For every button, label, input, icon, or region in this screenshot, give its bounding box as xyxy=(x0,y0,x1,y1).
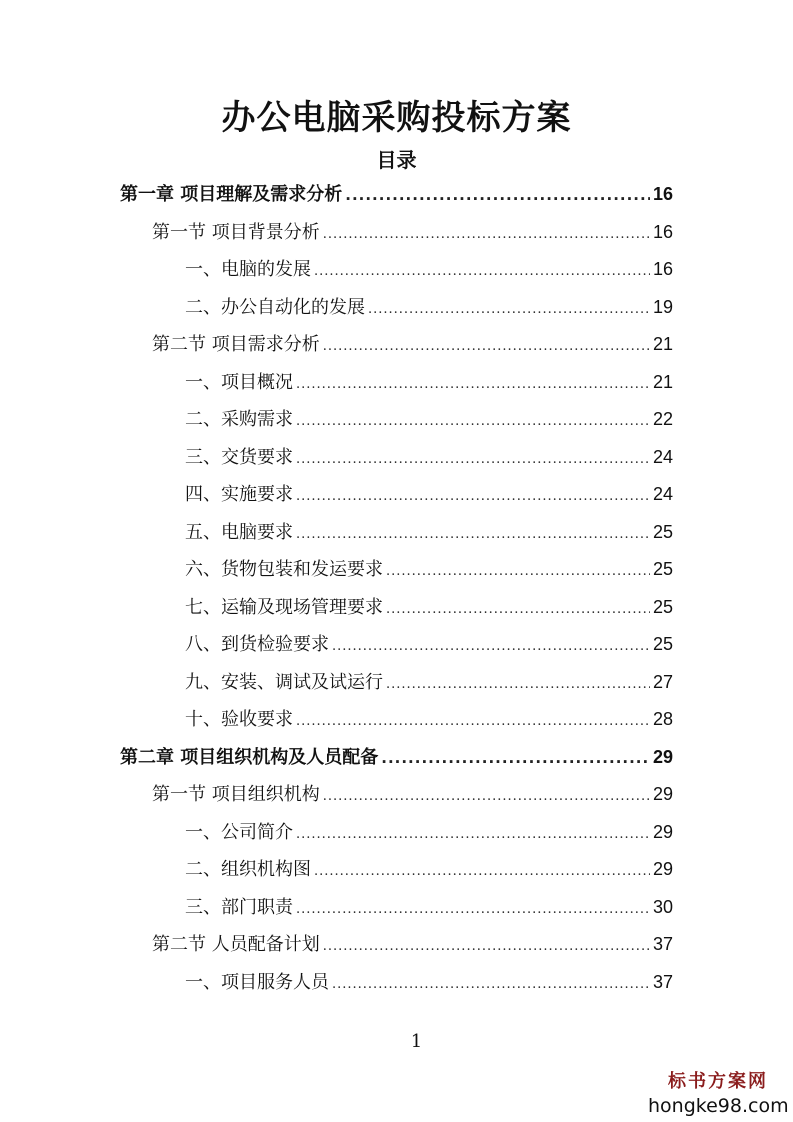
toc-item[interactable] xyxy=(120,514,673,552)
toc-item[interactable] xyxy=(120,664,673,702)
toc-entry-label: 四、实施要求 xyxy=(185,484,293,505)
toc-dot-leader xyxy=(381,740,650,778)
toc-dot-leader xyxy=(296,478,650,516)
toc-section[interactable] xyxy=(120,214,673,252)
watermark xyxy=(648,1067,788,1117)
watermark-url: hongke98.com xyxy=(648,1095,789,1117)
toc-entry-label: 六、货物包装和发运要求 xyxy=(185,559,383,580)
toc-dot-leader xyxy=(314,253,650,291)
toc-dot-leader xyxy=(296,403,650,441)
toc-item[interactable] xyxy=(120,364,673,402)
toc-item[interactable] xyxy=(120,289,673,327)
document-title: 办公电脑采购投标方案 xyxy=(221,98,572,138)
toc-entry-page: 24 xyxy=(652,446,673,467)
toc-entry-label: 十、验收要求 xyxy=(185,709,293,730)
toc-entry-page: 29 xyxy=(652,859,673,879)
toc-dot-leader xyxy=(296,441,650,479)
toc-entry-label: 二、组织机构图 xyxy=(185,859,311,880)
toc-item[interactable] xyxy=(120,814,673,852)
toc-entry-label: 一、公司简介 xyxy=(185,821,293,843)
toc-item[interactable] xyxy=(120,701,673,739)
toc-section[interactable] xyxy=(120,776,673,814)
toc-entry-label: 一、项目服务人员 xyxy=(185,971,329,993)
toc-entry-page: 27 xyxy=(652,671,673,692)
toc-item[interactable] xyxy=(120,439,673,477)
toc-entry-page: 28 xyxy=(652,709,673,729)
toc-dot-leader xyxy=(296,366,650,404)
toc-entry-page: 37 xyxy=(652,971,673,992)
toc-dot-leader xyxy=(323,216,650,254)
toc-dot-leader xyxy=(296,516,650,554)
toc-entry-page: 25 xyxy=(652,634,673,654)
toc-section[interactable] xyxy=(120,926,673,964)
toc-dot-leader xyxy=(296,703,650,741)
toc-entry-label: 一、电脑的发展 xyxy=(185,259,311,280)
toc-item[interactable] xyxy=(120,589,673,627)
toc-entry-page: 29 xyxy=(652,821,673,842)
toc-dot-leader xyxy=(386,591,650,629)
toc-chapter[interactable] xyxy=(120,739,673,777)
toc-entry-label: 二、办公自动化的发展 xyxy=(185,296,365,318)
toc-entry-page: 21 xyxy=(652,334,673,354)
toc-entry-page: 29 xyxy=(652,746,673,767)
toc-dot-leader xyxy=(332,966,650,1004)
toc-item[interactable] xyxy=(120,251,673,289)
toc-item[interactable] xyxy=(120,551,673,589)
toc-entry-label: 二、采购需求 xyxy=(185,409,293,430)
toc-entry-page: 25 xyxy=(652,559,673,579)
toc-entry-page: 25 xyxy=(652,596,673,617)
toc-entry-label: 第一章 项目理解及需求分析 xyxy=(120,184,343,205)
toc-entry-label: 八、到货检验要求 xyxy=(185,634,329,655)
toc-entry-page: 16 xyxy=(652,221,673,242)
toc-entry-page: 19 xyxy=(652,296,673,317)
toc-item[interactable] xyxy=(120,476,673,514)
toc-dot-leader xyxy=(386,666,650,704)
toc-entry-label: 第二节 人员配备计划 xyxy=(152,934,320,955)
toc-entry-page: 24 xyxy=(652,484,673,504)
toc-entry-page: 29 xyxy=(652,784,673,804)
toc-item[interactable] xyxy=(120,889,673,927)
toc-entry-page: 25 xyxy=(652,521,673,542)
toc-entry-label: 第一节 项目背景分析 xyxy=(152,221,320,243)
toc-chapter[interactable] xyxy=(120,176,673,214)
toc-entry-label: 第二章 项目组织机构及人员配备 xyxy=(120,746,379,768)
toc-item[interactable] xyxy=(120,851,673,889)
toc-dot-leader xyxy=(314,853,650,891)
toc-entry-page: 21 xyxy=(652,371,673,392)
toc-item[interactable] xyxy=(120,964,673,1002)
toc-item[interactable] xyxy=(120,626,673,664)
page-number: 1 xyxy=(410,1031,423,1052)
toc-dot-leader xyxy=(296,816,650,854)
toc-entry-page: 16 xyxy=(652,184,673,204)
toc-dot-leader xyxy=(296,891,650,929)
toc-entry-label: 七、运输及现场管理要求 xyxy=(185,596,383,618)
toc-dot-leader xyxy=(323,328,650,366)
toc-entry-label: 九、安装、调试及试运行 xyxy=(185,671,383,693)
toc-entry-label: 三、部门职责 xyxy=(185,896,293,918)
toc-entry-page: 30 xyxy=(652,896,673,917)
toc-entry-page: 16 xyxy=(652,259,673,279)
toc-entry-label: 三、交货要求 xyxy=(185,446,293,468)
toc-dot-leader xyxy=(386,553,650,591)
toc-dot-leader xyxy=(323,778,650,816)
table-of-contents xyxy=(120,176,673,1001)
toc-dot-leader xyxy=(345,177,650,215)
toc-dot-leader xyxy=(323,928,650,966)
toc-section[interactable] xyxy=(120,326,673,364)
toc-entry-label: 一、项目概况 xyxy=(185,371,293,393)
toc-dot-leader xyxy=(332,628,650,666)
watermark-brand: 标书方案网 xyxy=(668,1071,768,1092)
toc-entry-label: 第二节 项目需求分析 xyxy=(152,334,320,355)
toc-entry-label: 五、电脑要求 xyxy=(185,521,293,543)
toc-entry-page: 22 xyxy=(652,409,673,429)
toc-dot-leader xyxy=(368,291,650,329)
toc-entry-page: 37 xyxy=(652,934,673,954)
toc-entry-label: 第一节 项目组织机构 xyxy=(152,784,320,805)
toc-heading: 目录 xyxy=(376,148,417,172)
toc-item[interactable] xyxy=(120,401,673,439)
